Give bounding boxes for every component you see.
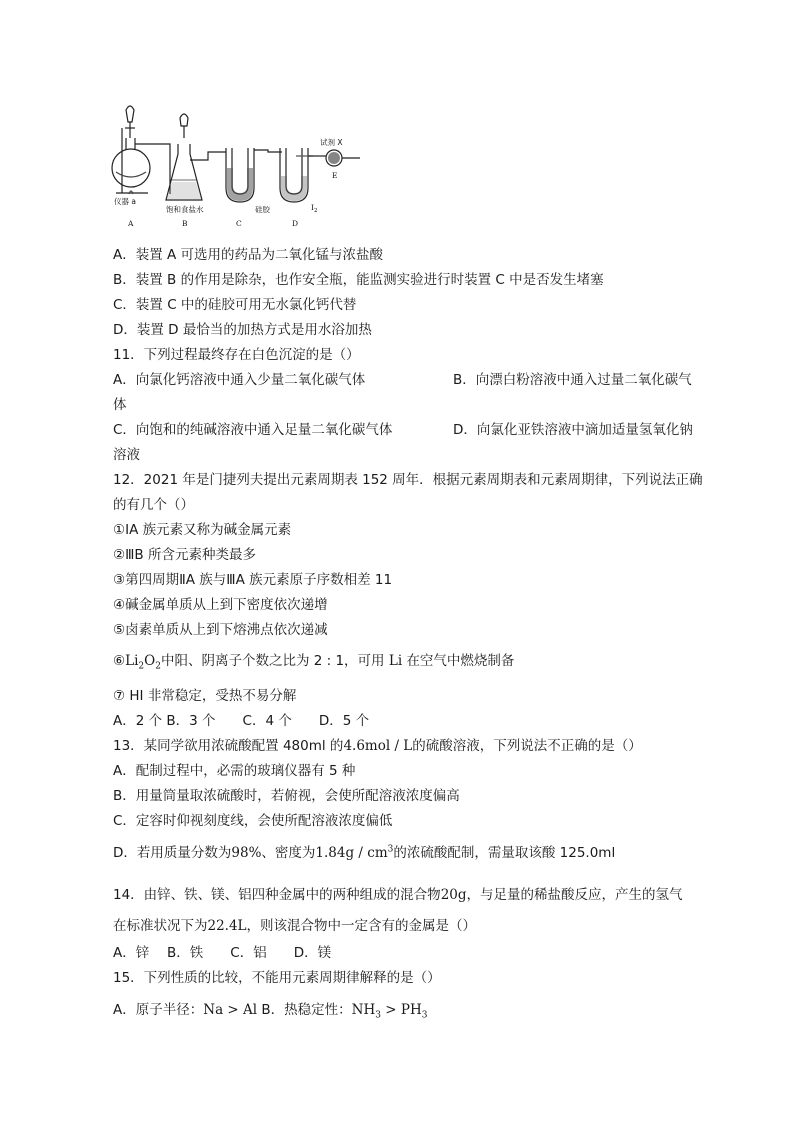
apparatus-figure xyxy=(108,98,370,238)
q10-option-c: C．装置 C 中的硅胶可用无水氯化钙代替 xyxy=(113,297,357,313)
q13-stem: 13．某同学欲用浓硫酸配置 480ml 的4.6mol / L的硫酸溶液，下列说法不正确的是（） xyxy=(113,738,642,754)
label-e: E xyxy=(332,171,338,180)
q10-option-a: A．装置 A 可选用的药品为二氧化锰与浓盐酸 xyxy=(113,247,384,263)
q12-options: A．2 个 B．3 个 C．4 个 D．5 个 xyxy=(113,713,370,729)
q15-stem: 15．下列性质的比较，不能用元素周期律解释的是（） xyxy=(113,970,441,986)
q14-stem-2: 在标准状况下为22.4L，则该混合物中一定含有的金属是（） xyxy=(113,918,477,934)
q11-option-b-tail: 体 xyxy=(113,397,127,413)
q12-statement-1: ①ⅠA 族元素又称为碱金属元素 xyxy=(113,522,292,538)
label-d: D xyxy=(292,219,299,228)
q11-option-d-tail: 溶液 xyxy=(113,447,140,463)
q13-option-c: C．定容时仰视刻度线，会使所配溶液浓度偏低 xyxy=(113,813,393,829)
q12-statement-3: ③第四周期ⅡA 族与ⅢA 族元素原子序数相差 11 xyxy=(113,572,393,588)
q12-stem-1: 12．2021 年是门捷列夫提出元素周期表 152 周年．根据元素周期表和元素周期律，下列说法正确 xyxy=(113,472,703,488)
label-sat-salt-water: 饱和食盐水 xyxy=(166,205,204,214)
q14-stem-1: 14．由锌、铁、镁、铝四种金属中的两种组成的混合物20g，与足量的稀盐酸反应，产生的氢气 xyxy=(113,887,683,903)
label-i2: $I_2$ xyxy=(311,203,318,214)
q10-option-d: D．装置 D 最恰当的加热方式是用水浴加热 xyxy=(113,322,372,338)
q12-stem-2: 的有几个（） xyxy=(113,497,194,513)
label-c: C xyxy=(236,219,242,228)
label-reagent-x: 试剂 X xyxy=(320,138,343,147)
label-b: B xyxy=(182,219,188,228)
label-silica-gel: 硅胶 xyxy=(255,205,270,214)
q13-option-a: A．配制过程中，必需的玻璃仪器有 5 种 xyxy=(113,763,356,779)
q11-row-cd xyxy=(113,421,703,463)
q11-option-b: B．向漂白粉溶液中通入过量二氧化碳气 xyxy=(453,372,692,388)
q10-option-b: B．装置 B 的作用是除杂，也作安全瓶，能监测实验进行时装置 C 中是否发生堵塞 xyxy=(113,272,604,288)
q11-option-d: D．向氯化亚铁溶液中滴加适量氢氧化钠 xyxy=(453,422,693,438)
q11-option-c: C．向饱和的纯碱溶液中通入足量二氧化碳气体 xyxy=(113,422,393,438)
label-instrument-a: 仪器 a xyxy=(114,197,136,206)
q13-option-d: D．若用质量分数为98%、密度为$1.84g / cm^3$的浓硫酸配制，需量取该酸 125.0ml xyxy=(113,844,616,861)
q12-statement-6: $⑥Li_2O_2$中阳、阴离子个数之比为 2 : 1，可用 Li 在空气中燃烧制备 xyxy=(113,653,515,672)
q11-option-a: A．向氯化钙溶液中通入少量二氧化碳气体 xyxy=(113,372,366,388)
q12-statement-7: ⑦ HI 非常稳定，受热不易分解 xyxy=(113,688,297,704)
q14-options: A．锌 B．铁 C．铝 D．镁 xyxy=(113,945,332,961)
q12-statement-4: ④碱金属单质从上到下密度依次递增 xyxy=(113,597,328,613)
apparatus-drawing xyxy=(112,106,360,202)
q11-stem: 11．下列过程最终存在白色沉淀的是（） xyxy=(113,347,360,363)
label-a: A xyxy=(128,219,134,228)
q11-row-ab xyxy=(113,371,703,413)
q15-options: A．原子半径：Na > Al B．热稳定性：$NH_3 > PH_3$ xyxy=(113,1002,428,1021)
q12-statement-2: ②ⅢB 所含元素种类最多 xyxy=(113,547,256,563)
q13-option-b: B．用量筒量取浓硫酸时，若俯视，会使所配溶液浓度偏高 xyxy=(113,788,460,804)
q12-statement-5: ⑤卤素单质从上到下熔沸点依次递减 xyxy=(113,622,328,638)
